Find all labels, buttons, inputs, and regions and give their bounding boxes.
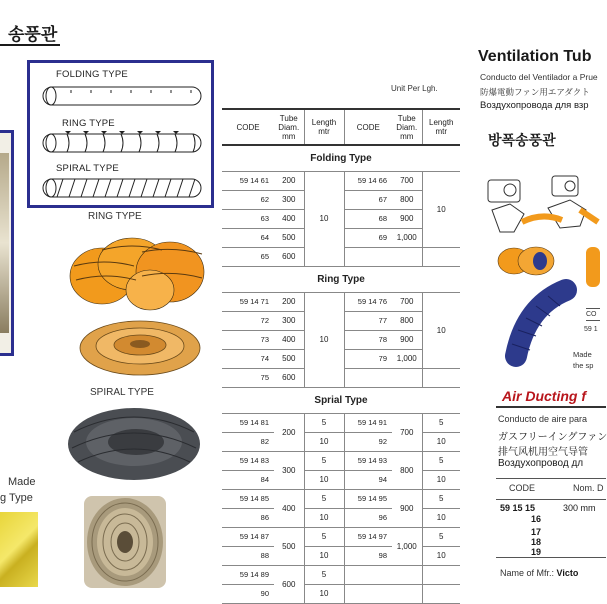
table-row <box>222 584 460 603</box>
spec-table <box>222 108 460 604</box>
section-row <box>222 387 460 413</box>
length-cell: 10 <box>304 508 344 527</box>
code-cell: 82 <box>222 432 274 451</box>
worker-illustration <box>482 170 600 242</box>
table2-code-4: 18 <box>531 537 542 547</box>
table-row <box>222 470 460 489</box>
diam-cell: 1,000 <box>392 527 422 565</box>
code-cell: 77 <box>344 311 392 330</box>
ring-type-label: RING TYPE <box>62 118 115 129</box>
table2-code-header: CODE <box>509 483 536 493</box>
length-cell: 10 <box>304 584 344 603</box>
folding-type-label: FOLDING TYPE <box>56 69 128 80</box>
spanish-subtitle: Conducto del Ventilador a Prue <box>480 72 598 82</box>
diam-cell: 200 <box>274 292 304 311</box>
section-title: Ring Type <box>222 266 460 292</box>
manufacturer-line: Name of Mfr.: Victo <box>500 568 579 578</box>
table2-code-2: 16 <box>531 514 542 524</box>
code-cell: 67 <box>344 190 392 209</box>
diam-cell: 800 <box>392 190 422 209</box>
length-cell: 5 <box>304 413 344 432</box>
table-row <box>222 451 460 470</box>
length-cell: 10 <box>422 508 460 527</box>
diam-cell: 500 <box>274 228 304 247</box>
table2-top-rule <box>496 478 606 479</box>
table-row <box>222 527 460 546</box>
length-cell: 5 <box>422 451 460 470</box>
code-cell: 90 <box>222 584 274 603</box>
diam-cell: 400 <box>274 489 304 527</box>
spiral-type-photo-label: SPIRAL TYPE <box>90 387 154 398</box>
empty-cell <box>392 565 422 584</box>
code-cell: 59 14 66 <box>344 171 392 190</box>
length-cell: 10 <box>304 432 344 451</box>
diam-cell <box>392 368 422 387</box>
diam-cell: 300 <box>274 451 304 489</box>
code-cell: 59 14 71 <box>222 292 274 311</box>
diam-cell: 400 <box>274 209 304 228</box>
length-cell: 5 <box>422 489 460 508</box>
cropped-orange-photo <box>586 245 600 291</box>
code-cell: 69 <box>344 228 392 247</box>
orange-coiled-duct-photo <box>75 316 205 378</box>
empty-cell <box>422 368 460 387</box>
section-row <box>222 145 460 171</box>
code-cell: 59 14 83 <box>222 451 274 470</box>
length-cell: 5 <box>304 527 344 546</box>
table2-header-rule <box>496 499 606 500</box>
made-fragment: Made <box>573 350 592 359</box>
table-row <box>222 565 460 584</box>
code-cell: 98 <box>344 546 392 565</box>
page-title: 송풍관 <box>8 25 58 44</box>
table-row <box>222 489 460 508</box>
length-cell: 10 <box>422 292 460 368</box>
length-cell: 10 <box>304 292 344 387</box>
code-cell <box>344 247 392 266</box>
code-cell: 59 14 81 <box>222 413 274 432</box>
diam-cell: 500 <box>274 527 304 565</box>
length-cell: 10 <box>422 171 460 247</box>
code-cell: 64 <box>222 228 274 247</box>
code-cell: 88 <box>222 546 274 565</box>
japanese-subtitle: 防爆電動ファン用エアダクト <box>480 87 590 97</box>
code-cell: 72 <box>222 311 274 330</box>
table-row <box>222 546 460 565</box>
code-cell: 62 <box>222 190 274 209</box>
ventilation-tube-title: Ventilation Tub <box>478 48 592 65</box>
air-ducting-underline <box>496 406 606 408</box>
table2-code-5: 19 <box>531 547 542 557</box>
diam-cell <box>392 247 422 266</box>
table2-code-1: 59 15 15 <box>500 503 536 513</box>
length-cell: 10 <box>304 171 344 266</box>
russian-subtitle: Воздухопровода для взр <box>480 100 589 111</box>
diam-cell: 1,000 <box>392 349 422 368</box>
code-cell: 94 <box>344 470 392 489</box>
empty-cell <box>344 584 392 603</box>
diam-cell: 600 <box>274 247 304 266</box>
section-row <box>222 266 460 292</box>
yellow-duct-photo <box>0 512 38 587</box>
code-cell: 59 14 76 <box>344 292 392 311</box>
length-cell: 10 <box>304 546 344 565</box>
code-cell: 59 14 61 <box>222 171 274 190</box>
length-header: Length mtr <box>304 109 344 145</box>
diam-cell: 300 <box>274 311 304 330</box>
diam-cell: 1,000 <box>392 228 422 247</box>
code-cell: 59 14 89 <box>222 565 274 584</box>
diam-cell: 900 <box>392 209 422 228</box>
diam-cell: 800 <box>392 451 422 489</box>
table2-nom-value: 300 mm <box>563 503 596 513</box>
code-cell: 78 <box>344 330 392 349</box>
code-cell: 92 <box>344 432 392 451</box>
length-cell: 5 <box>304 489 344 508</box>
empty-cell <box>344 565 392 584</box>
spiral-type-label: SPIRAL TYPE <box>56 163 119 174</box>
table-row <box>222 432 460 451</box>
code-cell: 59 14 93 <box>344 451 392 470</box>
cut-code-header: CO <box>586 311 597 318</box>
code-cell: 63 <box>222 209 274 228</box>
section-title: Sprial Type <box>222 387 460 413</box>
table-row <box>222 292 460 311</box>
length-cell: 5 <box>422 527 460 546</box>
code-cell: 68 <box>344 209 392 228</box>
unit-label: Unit Per Lgh. <box>391 84 438 93</box>
code-cell: 84 <box>222 470 274 489</box>
length-cell: 5 <box>304 451 344 470</box>
cut-table-rule-2 <box>586 320 600 321</box>
code-cell: 75 <box>222 368 274 387</box>
diam-cell: 700 <box>392 413 422 451</box>
made-text-fragment: Made <box>8 476 36 488</box>
diam-cell: 500 <box>274 349 304 368</box>
diam-cell: 800 <box>392 311 422 330</box>
empty-cell <box>422 247 460 266</box>
ring-tube-illustration <box>41 129 205 155</box>
russian-subtitle-2: Воздухопровод дл <box>498 458 584 469</box>
diam-cell: 300 <box>274 190 304 209</box>
length-cell: 10 <box>304 470 344 489</box>
diam-cell: 900 <box>392 489 422 527</box>
length-cell: 10 <box>422 546 460 565</box>
code-cell: 59 14 85 <box>222 489 274 508</box>
spanish-subtitle-2: Conducto de aire para <box>498 414 588 424</box>
code-cell: 86 <box>222 508 274 527</box>
japanese-subtitle-2: ガスフリーイングファン <box>498 432 607 443</box>
code-cell: 59 14 91 <box>344 413 392 432</box>
code-cell: 74 <box>222 349 274 368</box>
table2-nom-header: Nom. D <box>573 483 604 493</box>
empty-cell <box>392 584 422 603</box>
tube-diam-header: Tube Diam. mm <box>274 109 304 145</box>
length-cell: 10 <box>422 470 460 489</box>
folding-tube-illustration <box>41 84 205 108</box>
ring-type-photo-label: RING TYPE <box>88 211 142 222</box>
duct-type-diagram <box>27 60 214 208</box>
diam-cell: 700 <box>392 171 422 190</box>
table2-bottom-rule <box>496 557 606 558</box>
spiral-tube-illustration <box>41 176 205 200</box>
diam-cell: 200 <box>274 171 304 190</box>
diam-cell: 400 <box>274 330 304 349</box>
orange-duct-photo <box>62 226 212 316</box>
code-cell: 59 14 97 <box>344 527 392 546</box>
empty-cell <box>422 565 460 584</box>
code-header-2: CODE <box>344 109 392 145</box>
table-header-row <box>222 109 460 145</box>
title-underline <box>0 44 60 46</box>
cut-table-rule <box>586 308 600 309</box>
air-ducting-title: Air Ducting f <box>502 388 586 404</box>
code-cell: 65 <box>222 247 274 266</box>
diam-cell: 900 <box>392 330 422 349</box>
diam-cell: 600 <box>274 368 304 387</box>
table-row <box>222 413 460 432</box>
the-sp-fragment: the sp <box>573 361 594 370</box>
table2-code-3: 17 <box>531 527 542 537</box>
orange-duct-small-photo <box>496 245 556 277</box>
code-cell: 79 <box>344 349 392 368</box>
code-cell: 73 <box>222 330 274 349</box>
silver-spiral-duct-photo <box>80 490 170 594</box>
cropped-product-photo-frame <box>0 130 14 356</box>
table-row <box>222 171 460 190</box>
diam-cell: 600 <box>274 565 304 603</box>
length-cell: 10 <box>422 432 460 451</box>
code-cell: 59 14 87 <box>222 527 274 546</box>
code-cell: 59 14 95 <box>344 489 392 508</box>
type-text-fragment: g Type <box>0 492 33 504</box>
cut-code-value: 59 1 <box>584 326 598 333</box>
korean-title: 방폭송풍관 <box>488 132 556 148</box>
empty-cell <box>422 584 460 603</box>
section-title: Folding Type <box>222 145 460 171</box>
tube-diam-header-2: Tube Diam. mm <box>392 109 422 145</box>
diam-cell: 200 <box>274 413 304 451</box>
code-cell <box>344 368 392 387</box>
blue-duct-photo <box>506 282 578 366</box>
table-row <box>222 508 460 527</box>
grey-spiral-duct-photo <box>64 402 204 484</box>
length-cell: 5 <box>422 413 460 432</box>
diam-cell: 700 <box>392 292 422 311</box>
length-header-2: Length mtr <box>422 109 460 145</box>
code-header: CODE <box>222 109 274 145</box>
code-cell: 96 <box>344 508 392 527</box>
chinese-subtitle-2: 排气风机用空气导管 <box>498 447 588 458</box>
length-cell: 5 <box>304 565 344 584</box>
